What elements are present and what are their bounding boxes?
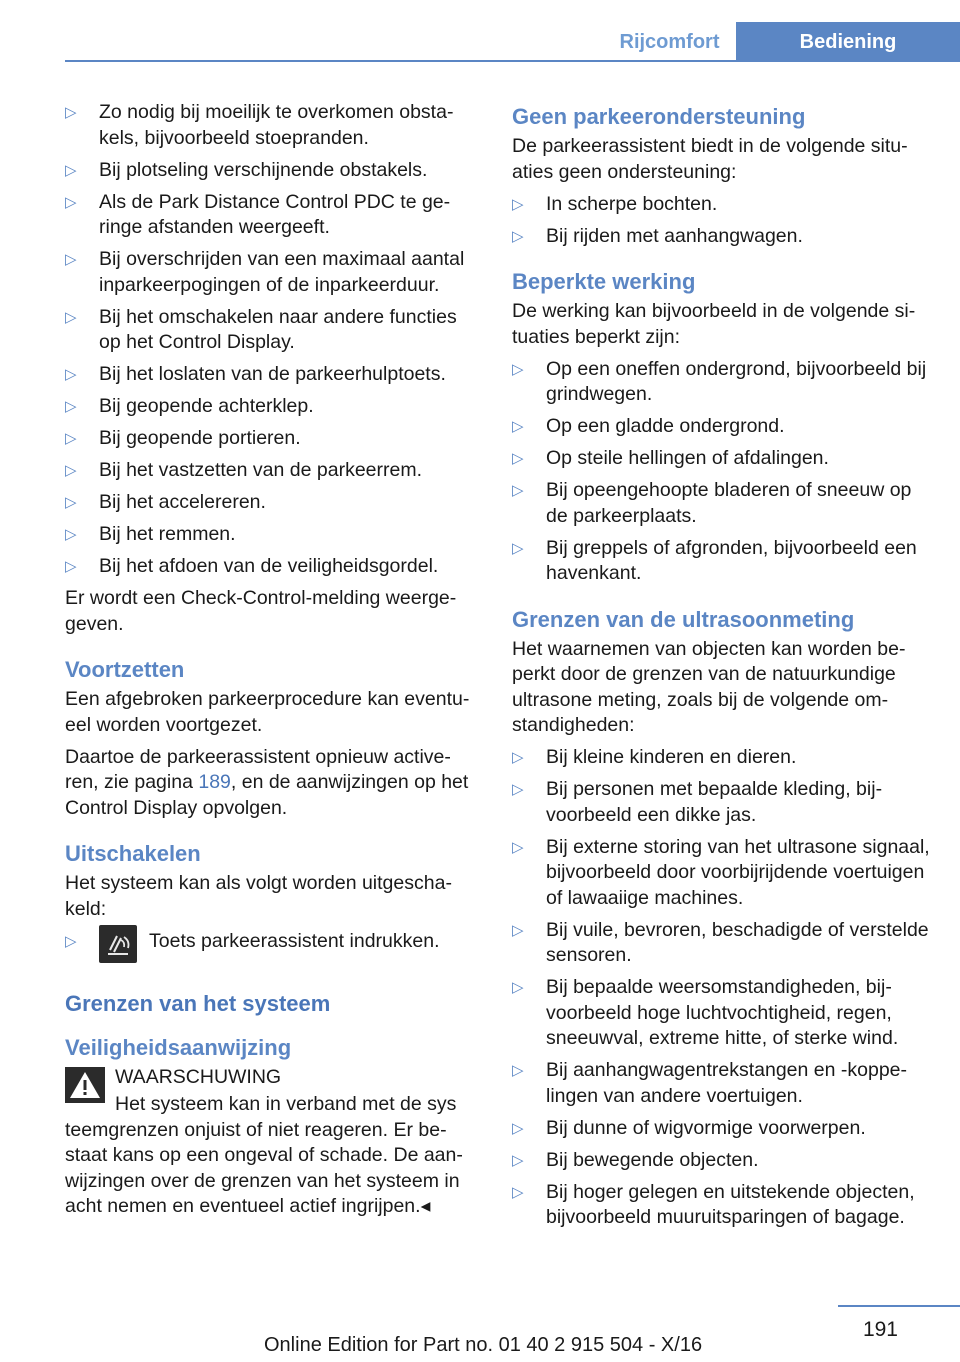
parking-assistant-button-icon — [99, 925, 137, 963]
triangle-bullet-icon: ▷ — [65, 494, 77, 511]
triangle-bullet-icon: ▷ — [512, 921, 524, 939]
triangle-bullet-icon: ▷ — [512, 1062, 524, 1079]
list-item: ▷ Bij het loslaten van de parkeerhulptoets. — [65, 362, 475, 388]
cancel-conditions-list — [65, 100, 475, 580]
edition-note: Online Edition for Part no. 01 40 2 915 504 - X/16 — [264, 1334, 703, 1356]
triangle-bullet-icon: ▷ — [65, 430, 77, 447]
list-item: ▷ Bij vuile, bevroren, beschadigde of verstelde sensoren. — [512, 918, 929, 966]
header-chapter-tab: Bediening — [736, 22, 960, 62]
heading-geen-parkeerondersteuning: Geen parkeerondersteuning — [512, 104, 806, 129]
triangle-bullet-icon: ▷ — [65, 104, 77, 121]
list-item: ▷ Bij externe storing van het ultrasone signaal, bijvoorbeeld door voorbijrijdende voertuigen of lawaaiige machines. — [512, 835, 930, 909]
list-item: ▷ Bij het omschakelen naar andere functies op het Control Display. — [65, 305, 457, 353]
heading-grenzen-ultrasoonmeting: Grenzen van de ultrasoonmeting — [512, 606, 855, 632]
left-column — [65, 100, 475, 1226]
voortzetten-reactivate-text: Daartoe de parkeerassistent opnieuw activeren, zie pagina 189, en de aanwijzingen op het Control Display opvolgen. — [65, 745, 469, 819]
triangle-bullet-icon: ▷ — [65, 398, 77, 415]
list-item: ▷ Bij bepaalde weersomstandigheden, bijvoorbeeld hoge luchtvochtigheid, regen, sneeuwval, extreme hitte, of sterke wind. — [512, 976, 899, 1049]
list-item: ▷ Bij rijden met aanhangwagen. — [512, 224, 932, 250]
list-item: ▷ Bij kleine kinderen en dieren. — [512, 745, 932, 771]
triangle-bullet-icon: ▷ — [512, 539, 524, 557]
page-number: 191 — [862, 1318, 898, 1341]
list-item: ▷ Bij geopende achterklep. — [65, 394, 475, 420]
triangle-bullet-icon: ▷ — [65, 526, 77, 543]
warning-title: WAARSCHUWING — [115, 1065, 282, 1088]
ultrasonic-limits-list — [512, 745, 932, 1231]
triangle-bullet-icon: ▷ — [512, 418, 524, 435]
beperkt-text: De werking kan bijvoorbeeld in de volgende situaties beperkt zijn: — [512, 300, 916, 348]
list-item: ▷ Bij overschrijden van een maximaal aantal inparkeerpogingen of de inparkeerduur. — [65, 248, 465, 296]
list-item: ▷ Op steile hellingen of afdalingen. — [512, 446, 932, 472]
list-item: ▷ Bij hoger gelegen en uitstekende objecten, bijvoorbeeld muuruitsparingen of bagage. — [512, 1180, 915, 1228]
list-item: ▷ Bij aanhangwagentrekstangen en -koppelingen van andere voertuigen. — [512, 1059, 908, 1107]
triangle-bullet-icon: ▷ — [65, 558, 77, 575]
heading-uitschakelen: Uitschakelen — [65, 841, 201, 866]
list-item: ▷ In scherpe bochten. — [512, 192, 932, 218]
triangle-bullet-icon: ▷ — [65, 462, 77, 479]
list-item: ▷ Bij het remmen. — [65, 522, 475, 548]
list-item: ▷ Zo nodig bij moeilijk te overkomen obstakels, bijvoorbeeld stoepranden. — [65, 101, 454, 149]
list-item: ▷ Op een gladde ondergrond. — [512, 414, 932, 440]
heading-voortzetten: Voortzetten — [65, 657, 185, 682]
warning-text-first-line: Het systeem kan in verband met de sys — [115, 1093, 457, 1115]
list-item: ▷ Bij plotseling verschijnende obstakels. — [65, 158, 475, 184]
heading-veiligheidsaanwijzing: Veiligheidsaanwijzing — [65, 1034, 292, 1060]
header-section-tab: Rijcomfort — [619, 31, 720, 53]
footer-rule — [838, 1305, 960, 1307]
geen-text: De parkeerassistent biedt in de volgende situaties geen ondersteuning: — [512, 135, 908, 183]
no-support-list — [512, 192, 932, 250]
page-reference-link[interactable]: 189 — [198, 771, 231, 793]
list-item: ▷ Bij het vastzetten van de parkeerrem. — [65, 458, 475, 484]
triangle-bullet-icon: ▷ — [512, 749, 524, 766]
triangle-bullet-icon: ▷ — [512, 360, 524, 378]
list-item: ▷ Op een oneffen ondergrond, bijvoorbeeld bij grindwegen. — [512, 357, 927, 405]
voortzetten-text: Een afgebroken parkeerprocedure kan eventueel worden voortgezet. — [65, 688, 470, 736]
triangle-bullet-icon: ▷ — [512, 195, 524, 213]
triangle-bullet-icon: ▷ — [512, 482, 524, 499]
list-item: ▷ Bij dunne of wigvormige voorwerpen. — [512, 1116, 932, 1142]
warning-text: teemgrenzen onjuist of niet reageren. Er bestaat kans op een ongeval of schade. De aanwijzingen over de grenzen van het systeem in acht nemen en eventueel actief ingrijpen.◂ — [65, 1118, 463, 1217]
limited-function-list — [512, 357, 932, 587]
warning-block — [65, 1065, 475, 1220]
list-item: ▷ Bij het accelereren. — [65, 490, 475, 516]
list-item: ▷ Bij geopende portieren. — [65, 426, 475, 452]
list-item: ▷ Bij greppels of afgronden, bijvoorbeeld een havenkant. — [512, 536, 917, 584]
triangle-bullet-icon: ▷ — [512, 227, 524, 245]
triangle-bullet-icon: ▷ — [512, 1183, 524, 1201]
warning-triangle-icon — [65, 1067, 105, 1103]
triangle-bullet-icon: ▷ — [65, 251, 77, 268]
list-item: ▷ Toets parkeerassistent indrukken. — [65, 929, 475, 969]
triangle-bullet-icon: ▷ — [65, 366, 77, 383]
triangle-bullet-icon: ▷ — [65, 308, 77, 326]
heading-beperkte-werking: Beperkte werking — [512, 269, 696, 294]
check-control-note: Er wordt een Check-Control-melding weergegeven. — [65, 587, 457, 635]
list-item: ▷ Bij bewegende objecten. — [512, 1148, 932, 1174]
ultrasoon-text: Het waarnemen van objecten kan worden beperkt door de grenzen van de natuurkundige ultrasone meting, zoals bij de volgende omstandigheden: — [512, 637, 906, 736]
heading-grenzen-systeem: Grenzen van het systeem — [65, 990, 331, 1016]
right-column — [512, 100, 932, 1237]
triangle-bullet-icon: ▷ — [512, 838, 524, 856]
triangle-bullet-icon: ▷ — [512, 979, 524, 996]
list-item: ▷ Bij personen met bepaalde kleding, bijvoorbeeld een dikke jas. — [512, 778, 883, 826]
triangle-bullet-icon: ▷ — [65, 161, 77, 179]
triangle-bullet-icon: ▷ — [65, 193, 77, 211]
triangle-bullet-icon: ▷ — [65, 932, 77, 950]
triangle-bullet-icon: ▷ — [512, 1119, 524, 1137]
triangle-bullet-icon: ▷ — [512, 1151, 524, 1169]
list-item: ▷ Als de Park Distance Control PDC te geringe afstanden weergeeft. — [65, 190, 451, 238]
uitschakelen-text: Het systeem kan als volgt worden uitgeschakeld: — [65, 872, 452, 920]
list-item: ▷ Bij opeengehoopte bladeren of sneeuw op de parkeerplaats. — [512, 479, 912, 527]
list-item: ▷ Bij het afdoen van de veiligheidsgordel. — [65, 554, 475, 580]
triangle-bullet-icon: ▷ — [512, 450, 524, 467]
triangle-bullet-icon: ▷ — [512, 781, 524, 798]
